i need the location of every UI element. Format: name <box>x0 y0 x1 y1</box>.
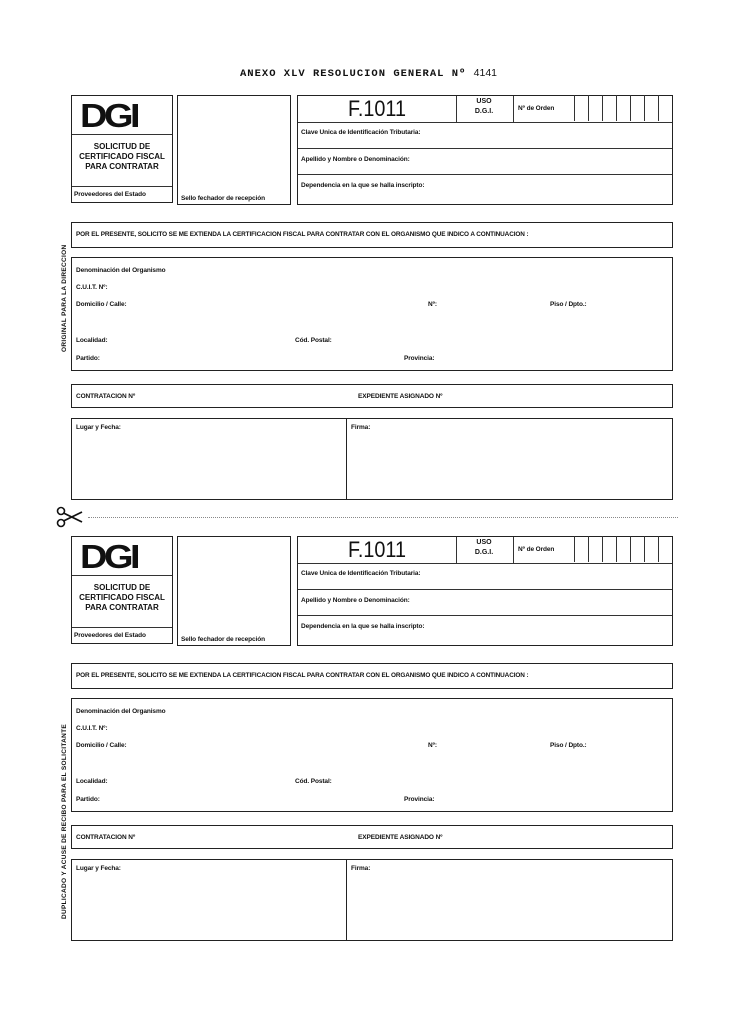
form-code: F.1011 <box>348 537 406 562</box>
form-copy-duplicate <box>0 441 754 951</box>
original-side-label: ORIGINAL PARA LA DIRECCION <box>61 244 68 352</box>
order-number-cells[interactable] <box>574 536 673 562</box>
dgi-logo: DGI <box>80 97 138 134</box>
street-number-field[interactable]: Nº: <box>428 301 437 308</box>
provider-label: Proveedores del Estado <box>74 632 146 639</box>
stamp-box[interactable] <box>177 95 291 205</box>
file-number-field[interactable]: EXPEDIENTE ASIGNADO Nº <box>358 393 443 400</box>
form-title: SOLICITUD DE CERTIFICADO FISCAL PARA CONTRATAR <box>79 583 165 612</box>
province-field[interactable]: Provincia: <box>404 796 435 803</box>
organism-box <box>71 698 673 812</box>
place-date-field: Lugar y Fecha: <box>76 865 121 872</box>
province-field[interactable]: Provincia: <box>404 355 435 362</box>
signature-field: Firma: <box>351 865 371 872</box>
provider-label: Proveedores del Estado <box>74 191 146 198</box>
order-number-label: Nº de Orden <box>518 546 555 553</box>
address-field[interactable]: Domicilio / Calle: <box>76 742 127 749</box>
floor-field[interactable]: Piso / Dpto.: <box>550 301 587 308</box>
cuit-field[interactable]: Clave Unica de Identificación Tributaria: <box>301 570 421 577</box>
uso-dgi-label: USO D.G.I. <box>474 539 494 556</box>
district-field[interactable]: Partido: <box>76 796 100 803</box>
organism-box <box>71 257 673 371</box>
dependency-field[interactable]: Dependencia en la que se halla inscripto: <box>301 182 425 189</box>
contract-number-field[interactable]: CONTRATACION Nº <box>76 834 136 841</box>
city-field[interactable]: Localidad: <box>76 337 108 344</box>
stamp-label: Sello fechador de recepción <box>181 636 265 643</box>
request-statement: POR EL PRESENTE, SOLICITO SE ME EXTIENDA LA CERTIFICACION FISCAL PARA CONTRATAR CON EL ORGANISMO QUE INDICO A CONTINUACION : <box>76 672 529 679</box>
request-statement: POR EL PRESENTE, SOLICITO SE ME EXTIENDA LA CERTIFICACION FISCAL PARA CONTRATAR CON EL ORGANISMO QUE INDICO A CONTINUACION : <box>76 231 529 238</box>
form-code: F.1011 <box>348 96 406 121</box>
order-number-label: Nº de Orden <box>518 105 555 112</box>
name-field[interactable]: Apellido y Nombre o Denominación: <box>301 156 410 163</box>
cuit-field[interactable]: Clave Unica de Identificación Tributaria: <box>301 129 421 136</box>
city-field[interactable]: Localidad: <box>76 778 108 785</box>
org-cuit-field[interactable]: C.U.I.T. Nº: <box>76 725 108 732</box>
stamp-label: Sello fechador de recepción <box>181 195 265 202</box>
org-cuit-field[interactable]: C.U.I.T. Nº: <box>76 284 108 291</box>
address-field[interactable]: Domicilio / Calle: <box>76 301 127 308</box>
org-name-field[interactable]: Denominación del Organismo <box>76 267 166 274</box>
uso-dgi-label: USO D.G.I. <box>474 98 494 115</box>
order-number-cells[interactable] <box>574 95 673 121</box>
dependency-field[interactable]: Dependencia en la que se halla inscripto: <box>301 623 425 630</box>
contract-number-field[interactable]: CONTRATACION Nº <box>76 393 136 400</box>
signature-box[interactable] <box>346 859 673 941</box>
duplicate-side-label: DUPLICADO Y ACUSE DE RECIBO PARA EL SOLICITANTE <box>61 723 68 919</box>
name-field[interactable]: Apellido y Nombre o Denominación: <box>301 597 410 604</box>
signature-field: Firma: <box>351 424 371 431</box>
stamp-box[interactable] <box>177 536 291 646</box>
postal-code-field[interactable]: Cód. Postal: <box>295 337 332 344</box>
org-name-field[interactable]: Denominación del Organismo <box>76 708 166 715</box>
annex-title: ANEXO XLV RESOLUCION GENERAL Nº <box>240 68 467 80</box>
dgi-logo: DGI <box>80 538 138 575</box>
district-field[interactable]: Partido: <box>76 355 100 362</box>
postal-code-field[interactable]: Cód. Postal: <box>295 778 332 785</box>
form-title: SOLICITUD DE CERTIFICADO FISCAL PARA CONTRATAR <box>79 142 165 171</box>
floor-field[interactable]: Piso / Dpto.: <box>550 742 587 749</box>
place-date-field: Lugar y Fecha: <box>76 424 121 431</box>
resolution-number: 4141 <box>473 67 498 79</box>
street-number-field[interactable]: Nº: <box>428 742 437 749</box>
file-number-field[interactable]: EXPEDIENTE ASIGNADO Nº <box>358 834 443 841</box>
